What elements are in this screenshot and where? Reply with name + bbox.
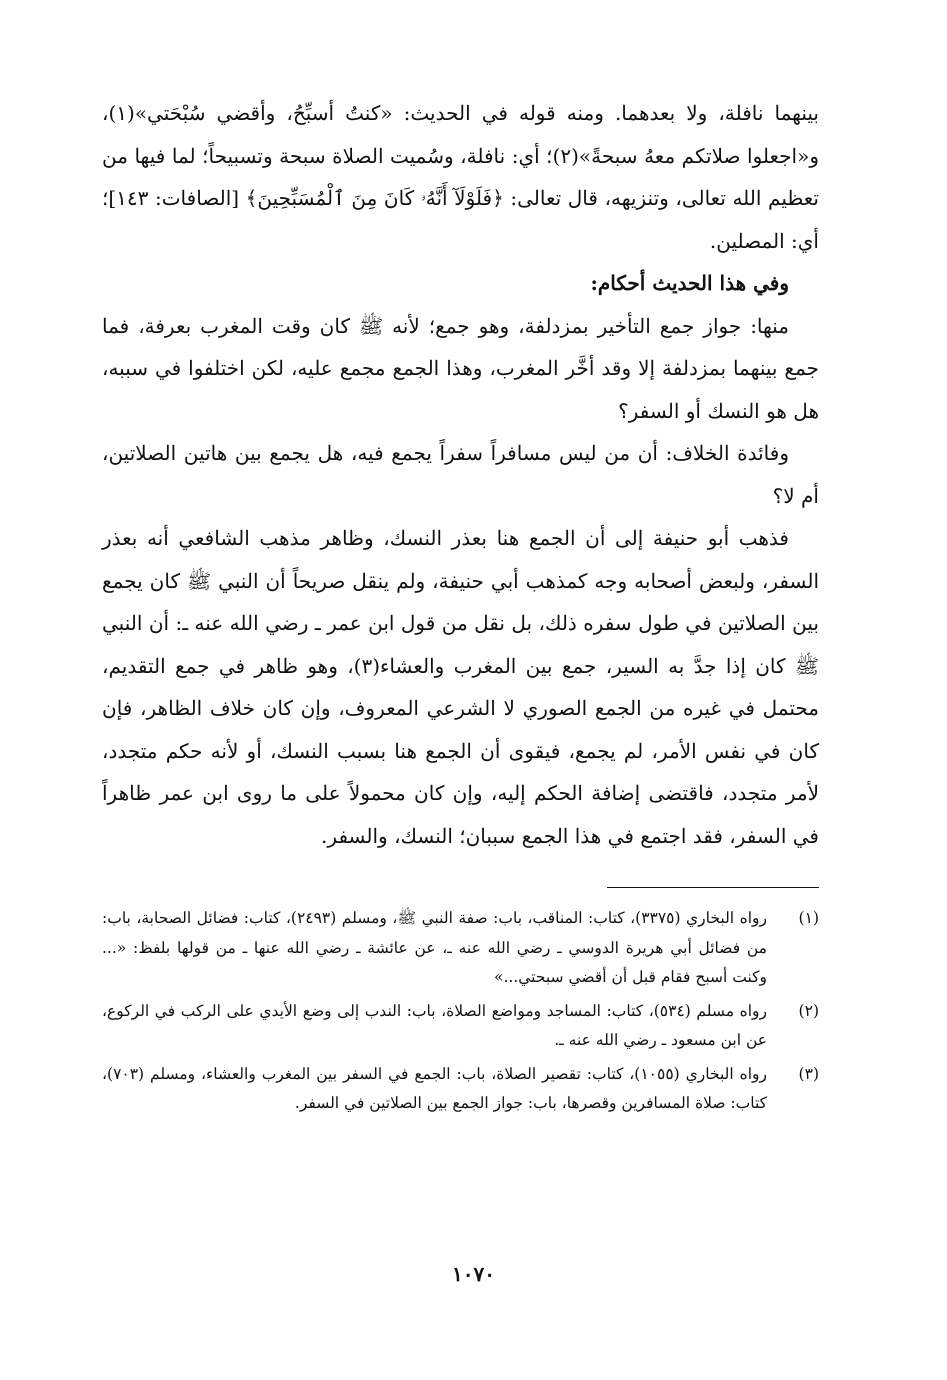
- section-heading: وفي هذا الحديث أحكام:: [590, 271, 789, 295]
- footnote-1: [102, 904, 819, 993]
- footnote-number: (٣): [798, 1064, 819, 1083]
- paragraph-opinions: فذهب أبو حنيفة إلى أن الجمع هنا بعذر النسك، وظاهر مذهب الشافعي أنه بعذر السفر، ولبعض أصحابه وجه كمذهب أبي حنيفة، ولم ينقل صريحاً أن النبي ﷺ كان يجمع بين الصلاتين في طول سفره ذلك، بل نقل من قول ابن عمر ـ رضي الله عنه ـ: أن النبي ﷺ كان إذا جدَّ به السير، جمع بين المغرب والعشاء(٣)، وهو ظاهر في جمع التقديم، محتمل في غيره من الجمع الصوري لا الشرعي المعروف، وإن كان خلاف الظاهر، فإن كان في نفس الأمر، لم يجمع، فيقوى أن الجمع هنا بسبب النسك، أو لأنه حكم متجدد، لأمر متجدد، فاقتضى إضافة الحكم إليه، وإن كان محمولاً على ما روى ابن عمر ظاهراً في السفر، فقد اجتمع في هذا الجمع سببان؛ النسك، والسفر.: [102, 526, 820, 848]
- footnote-divider: [607, 887, 819, 888]
- footnote-text: رواه البخاري (٣٣٧٥)، كتاب: المناقب، باب: صفة النبي ﷺ، ومسلم (٢٤٩٣)، كتاب: فضائل الصحابة، باب: من فضائل أبي هريرة الدوسي ـ رضي الله عنه ـ، عن عائشة ـ رضي الله عنها ـ من قولها بلفظ: «... وكنت أسبح فقام قبل أن أقضي سبحتي...»: [102, 909, 767, 986]
- paragraph-benefit: وفائدة الخلاف: أن من ليس مسافراً سفراً يجمع فيه، هل يجمع بين هاتين الصلاتين، أم لا؟: [102, 441, 819, 508]
- footnote-text: رواه البخاري (١٠٥٥)، كتاب: تقصير الصلاة، باب: الجمع في السفر بين المغرب والعشاء، ومسلم (٧٠٣)، كتاب: صلاة المسافرين وقصرها، باب: جواز الجمع بين الصلاتين في السفر.: [102, 1064, 767, 1112]
- footnote-2: [102, 997, 819, 1056]
- paragraph-ruling: منها: جواز جمع التأخير بمزدلفة، وهو جمع؛ لأنه ﷺ كان وقت المغرب بعرفة، فما جمع بينهما بمزدلفة إلا وقد أخَّر المغرب، وهذا الجمع مجمع عليه، لكن اختلفوا في سببه، هل هو النسك أو السفر؟: [102, 313, 819, 423]
- paragraph-intro: بينهما نافلة، ولا بعدهما. ومنه قوله في الحديث: «كنتُ أسبِّحُ، وأقضي سُبْحَتي»(١)، و«اجعلوا صلاتكم معهُ سبحةً»(٢)؛ أي: نافلة، وسُميت الصلاة سبحة وتسبيحاً؛ لما فيها من تعظيم الله تعالى، وتنزيهه، قال تعالى: ﴿فَلَوْلَآ أَنَّهُۥ كَانَ مِنَ ٱلْمُسَبِّحِينَ﴾ [الصافات: ١٤٣]؛ أي: المصلين.: [102, 101, 819, 253]
- footnote-text: رواه مسلم (٥٣٤)، كتاب: المساجد ومواضع الصلاة، باب: الندب إلى وضع الأيدي على الركب في الركوع، عن ابن مسعود ـ رضي الله عنه ـ.: [102, 1001, 767, 1049]
- page-number: ١٠٧٠: [452, 1262, 495, 1286]
- footnote-3: [102, 1060, 819, 1119]
- footnote-number: (٢): [798, 1001, 819, 1020]
- footnotes: [102, 904, 819, 1119]
- main-text: [102, 92, 819, 857]
- footnote-number: (١): [798, 909, 819, 927]
